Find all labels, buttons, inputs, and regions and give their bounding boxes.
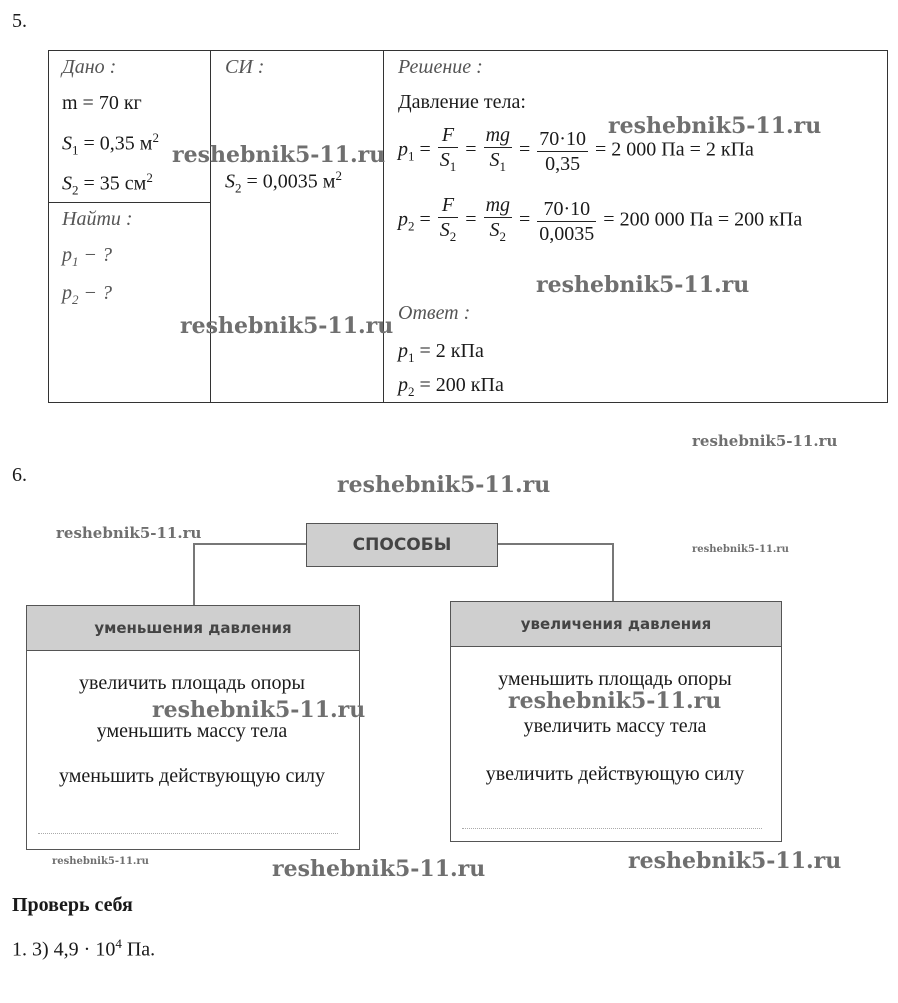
table-left-border — [48, 50, 49, 403]
decrease-item-1: увеличить площадь опоры — [79, 672, 305, 694]
watermark: reshebnik5-11.ru — [56, 524, 202, 542]
find-label: Найти : — [62, 208, 133, 230]
decrease-item-2: уменьшить массу тела — [96, 720, 288, 742]
si-label: СИ : — [225, 56, 265, 78]
table-col-divider-1 — [210, 50, 211, 403]
given-area-2: $S_2 = 35$ $см^2$ — [62, 170, 153, 198]
decrease-item-3: уменьшить действующую силу — [58, 765, 326, 787]
methods-root-box: СПОСОБЫ — [306, 523, 498, 567]
check-title: Проверь себя — [12, 894, 133, 916]
si-area-2: $S_2 = 0,0035$ $м^2$ — [225, 168, 342, 196]
watermark: reshebnik5-11.ru — [628, 848, 842, 874]
watermark: reshebnik5-11.ru — [152, 697, 366, 723]
answer-label: Ответ : — [398, 302, 471, 324]
check-answer: 1. 3) $4,9 \cdot 10^4$ Па. — [12, 936, 156, 961]
given-label: Дано : — [62, 56, 117, 78]
table-right-border — [887, 50, 888, 403]
increase-item-2: увеличить массу тела — [523, 715, 707, 737]
solution-intro: Давление тела: — [398, 91, 526, 113]
equation-p1: $p_1$ = $\frac{F}{S_1}$ = $\frac{mg}{S_1}$ = $\frac{70\cdot 10}{0,35}$ = 2 000 Па = 2 кПа — [398, 124, 754, 175]
find-p2: $p_2$ − ? — [62, 282, 112, 307]
given-area-1: $S_1 = 0,35$ $м^2$ — [62, 130, 159, 158]
increase-blank-line — [462, 828, 762, 829]
connector-right-vertical — [612, 543, 614, 603]
connector-right-horizontal — [496, 543, 613, 545]
given-mass: m = 70 кг — [62, 92, 142, 114]
connector-left-horizontal — [193, 543, 307, 545]
equation-p2: $p_2$ = $\frac{F}{S_2}$ = $\frac{mg}{S_2}$ = $\frac{70\cdot 10}{0,0035}$ = 200 000 Па = 200 кПа — [398, 194, 803, 245]
watermark: reshebnik5-11.ru — [692, 544, 789, 555]
watermark: reshebnik5-11.ru — [337, 472, 551, 498]
watermark: reshebnik5-11.ru — [608, 113, 822, 139]
answer-p2: $p_2 = 200$ кПа — [398, 374, 504, 399]
table-top-border — [48, 50, 888, 51]
decrease-blank-line — [38, 833, 338, 834]
watermark: reshebnik5-11.ru — [172, 142, 386, 168]
watermark: reshebnik5-11.ru — [180, 313, 394, 339]
watermark: reshebnik5-11.ru — [272, 856, 486, 882]
task6-number: 6. — [12, 464, 27, 486]
connector-left-vertical — [193, 543, 195, 605]
increase-item-3: увеличить действующую силу — [485, 763, 745, 785]
task5-number: 5. — [12, 10, 27, 32]
watermark: reshebnik5-11.ru — [52, 856, 149, 867]
find-p1: $p_1$ − ? — [62, 244, 112, 269]
table-given-divider — [48, 202, 211, 203]
increase-item-1: уменьшить площадь опоры — [498, 668, 732, 690]
increase-pressure-header: увеличения давления — [450, 601, 782, 647]
watermark: reshebnik5-11.ru — [536, 272, 750, 298]
watermark: reshebnik5-11.ru — [692, 432, 838, 450]
table-col-divider-2 — [383, 50, 384, 403]
table-bottom-border — [48, 402, 888, 403]
answer-p1: $p_1 = 2$ кПа — [398, 340, 484, 365]
solution-label: Решение : — [398, 56, 483, 78]
decrease-pressure-header: уменьшения давления — [26, 605, 360, 651]
watermark: reshebnik5-11.ru — [508, 688, 722, 714]
